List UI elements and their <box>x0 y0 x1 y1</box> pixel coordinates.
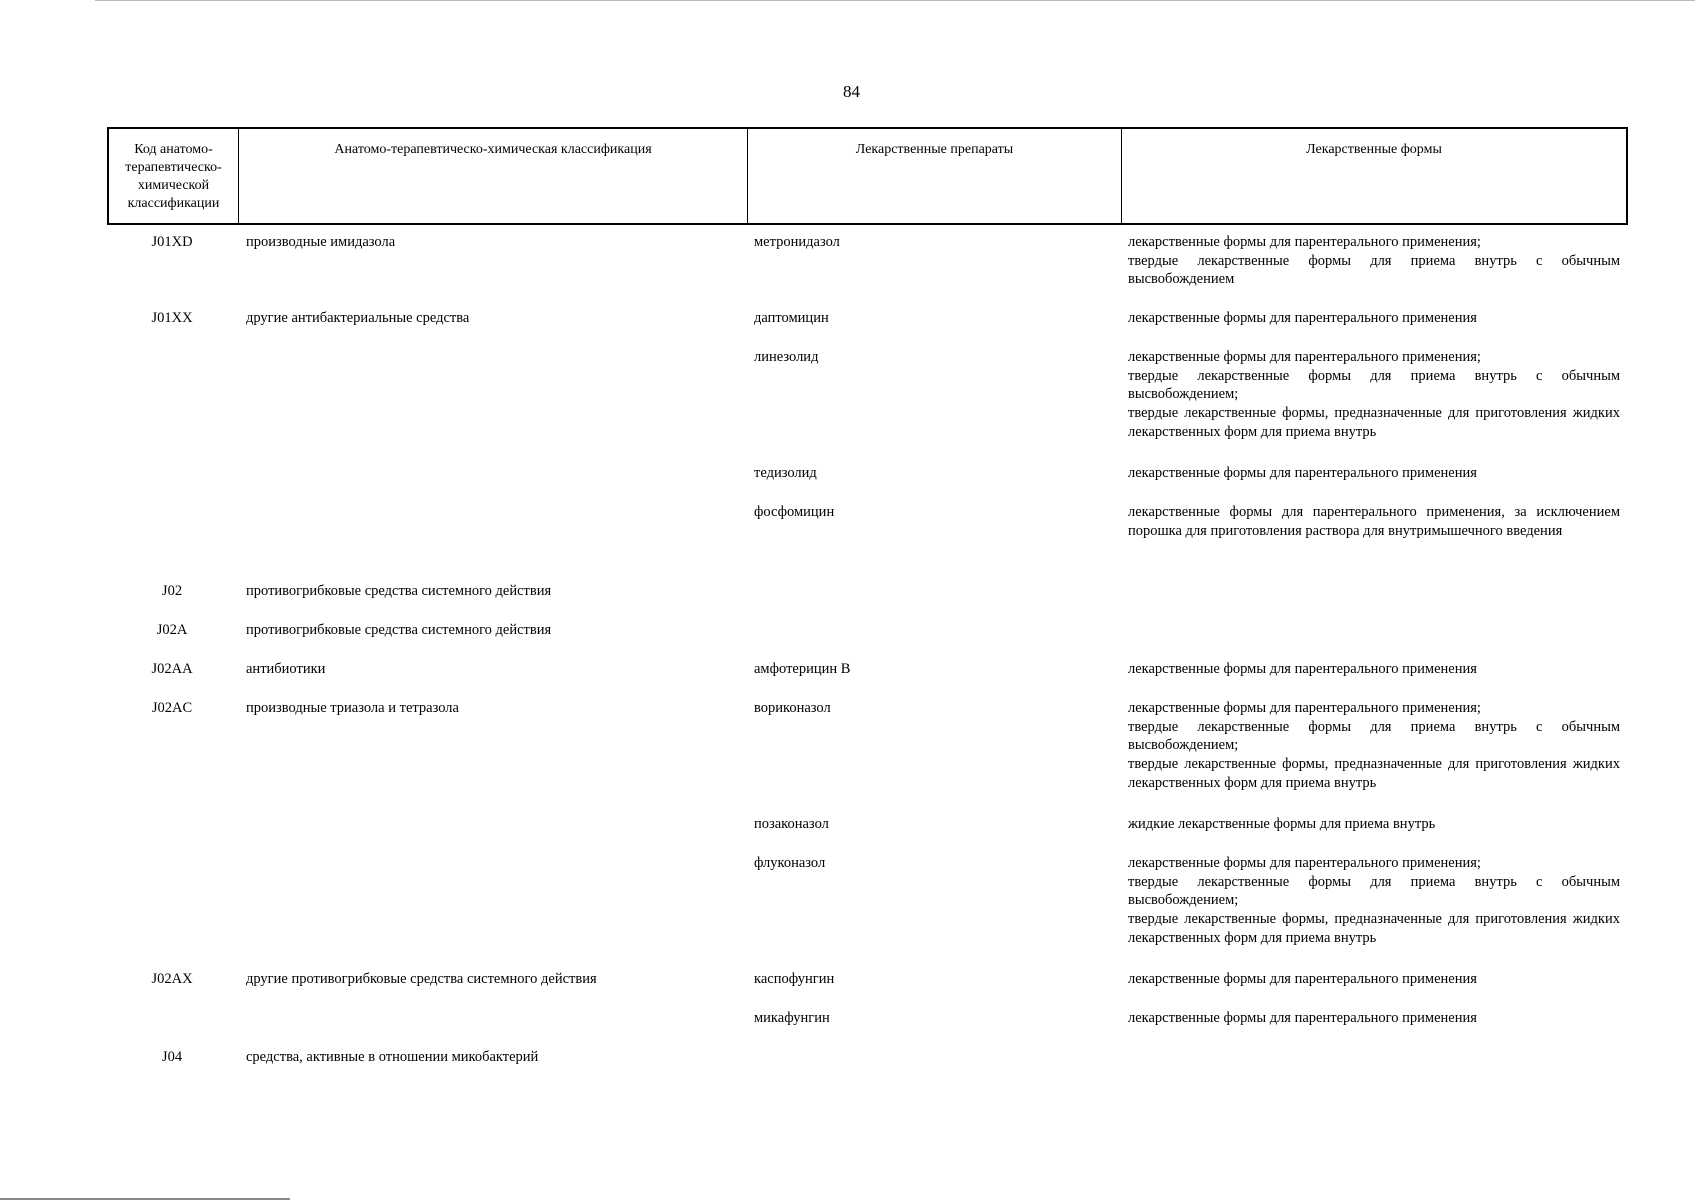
atc-code: J02 <box>161 583 183 599</box>
header-drugs: Лекарственные препараты <box>748 129 1122 223</box>
dosage-form-line: твердые лекарственные формы, предназначенные для приготовления жидких лекарственных форм для приема внутрь <box>1128 405 1620 440</box>
atc-class-name: производные триазола и тетразола <box>246 700 459 716</box>
drug-name: каспофунгин <box>754 971 835 987</box>
dosage-form-line: лекарственные формы для парентерального применения; <box>1128 700 1481 716</box>
dosage-form-line: твердые лекарственные формы для приема внутрь с обычным высвобождением; <box>1128 873 1620 909</box>
dosage-form-line: лекарственные формы для парентерального применения; <box>1128 234 1481 250</box>
drug-name: микафунгин <box>754 1010 830 1026</box>
dosage-form-line: лекарственные формы для парентерального применения <box>1128 661 1477 677</box>
dosage-forms <box>1128 970 1620 989</box>
drug-name: тедизолид <box>754 465 817 481</box>
dosage-forms <box>1128 854 1620 948</box>
dosage-form-line: лекарственные формы для парентерального применения; <box>1128 855 1481 871</box>
atc-class-name: другие противогрибковые средства системного действия <box>246 971 597 987</box>
dosage-forms <box>1128 309 1620 328</box>
atc-code: J02A <box>156 622 188 638</box>
drug-name: позаконазол <box>754 816 829 832</box>
dosage-form-line: лекарственные формы для парентерального применения; <box>1128 349 1481 365</box>
drug-name: даптомицин <box>754 310 829 326</box>
dosage-forms <box>1128 348 1620 442</box>
atc-class-name: противогрибковые средства системного действия <box>246 583 552 599</box>
scan-edge-line <box>95 0 1695 1</box>
atc-code: J01XX <box>151 310 193 326</box>
dosage-forms <box>1128 660 1620 679</box>
dosage-form-line: жидкие лекарственные формы для приема внутрь <box>1128 816 1436 832</box>
dosage-form-line: твердые лекарственные формы, предназначенные для приготовления жидких лекарственных форм для приема внутрь <box>1128 756 1620 791</box>
dosage-form-line: твердые лекарственные формы для приема внутрь с обычным высвобождением; <box>1128 367 1620 403</box>
drug-name: флуконазол <box>754 855 826 871</box>
atc-class-name: другие антибактериальные средства <box>246 310 470 326</box>
header-classification: Анатомо-терапевтическо-химическая классификация <box>239 129 748 223</box>
atc-code: J01XD <box>151 234 193 250</box>
dosage-form-line: твердые лекарственные формы для приема внутрь с обычным высвобождением; <box>1128 718 1620 754</box>
dosage-forms <box>1128 815 1620 834</box>
dosage-forms <box>1128 464 1620 483</box>
dosage-forms <box>1128 699 1620 793</box>
drug-name: линезолид <box>754 349 819 365</box>
dosage-forms <box>1128 1009 1620 1028</box>
page-number: 84 <box>843 82 860 101</box>
atc-class-name: противогрибковые средства системного действия <box>246 622 552 638</box>
atc-class-name: антибиотики <box>246 661 326 677</box>
table-header <box>107 127 1628 225</box>
dosage-forms <box>1128 233 1620 289</box>
header-code: Код анатомо-терапевтическо-химической классификации <box>109 129 239 223</box>
drug-name: амфотерицин В <box>754 661 851 677</box>
drug-name: метронидазол <box>754 234 840 250</box>
drug-name: вориконазол <box>754 700 831 716</box>
header-forms: Лекарственные формы <box>1306 142 1442 157</box>
dosage-form-line: лекарственные формы для парентерального применения <box>1128 465 1477 481</box>
atc-class-name: производные имидазола <box>246 234 396 250</box>
atc-code: J02AA <box>151 661 193 677</box>
atc-code: J02AC <box>151 700 193 716</box>
dosage-form-line: лекарственные формы для парентерального применения <box>1128 1010 1477 1026</box>
dosage-form-line: лекарственные формы для парентерального применения <box>1128 971 1477 987</box>
dosage-form-line: твердые лекарственные формы, предназначенные для приготовления жидких лекарственных форм для приема внутрь <box>1128 911 1620 946</box>
dosage-forms <box>1128 503 1620 540</box>
dosage-form-line: лекарственные формы для парентерального применения, за исключением порошка для приготовления раствора для внутримышечного введения <box>1128 504 1620 539</box>
atc-code: J02AX <box>151 971 193 987</box>
dosage-form-line: лекарственные формы для парентерального применения <box>1128 310 1477 326</box>
atc-code: J04 <box>161 1049 183 1065</box>
drug-name: фосфомицин <box>754 504 835 520</box>
atc-class-name: средства, активные в отношении микобактерий <box>246 1049 539 1065</box>
dosage-form-line: твердые лекарственные формы для приема внутрь с обычным высвобождением <box>1128 252 1620 288</box>
